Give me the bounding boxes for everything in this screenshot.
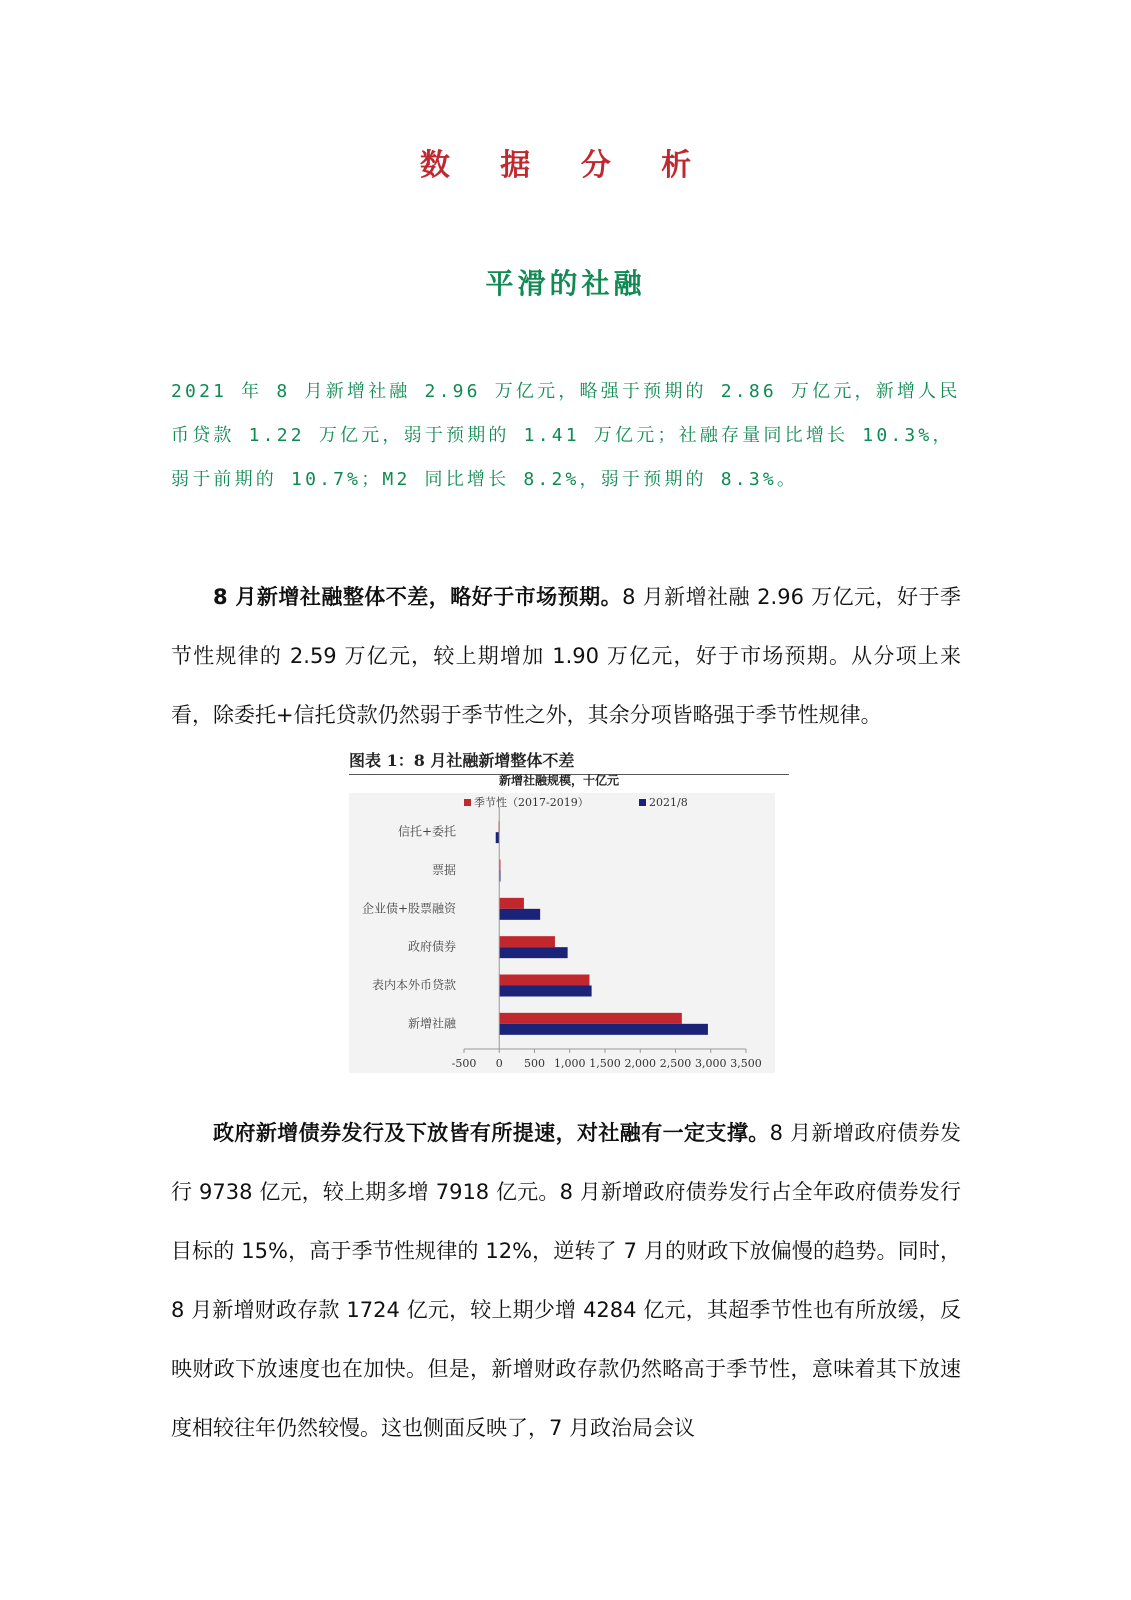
bar-2021-08 [496,832,500,843]
chart-title: 新增社融规模，十亿元 [498,773,620,788]
x-tick-label: 2,500 [659,1057,692,1070]
x-tick-label: 2,000 [624,1057,656,1070]
paragraph-2-lead: 政府新增债券发行及下放皆有所提速，对社融有一定支撑。 [213,1121,770,1145]
figure-caption: 图表 1：8 月社融新增整体不差 [349,748,789,775]
paragraph-1-body: 8 月新增社融 2.96 万亿元，好于季节性规律的 2.59 万亿元，较上期增加 1.90 万亿元，好于市场预期。从分项上来看，除委托+信托贷款仍然弱于季节性之外，其余分项皆略强于季节性规律。 [171,585,961,727]
category-label: 表内本外币贷款 [371,978,456,992]
bar-seasonal [499,1013,682,1024]
x-tick-label: 500 [524,1057,545,1070]
x-tick-label: -500 [451,1057,477,1070]
bar-chart [349,773,799,1113]
x-tick-label: 1,500 [589,1057,621,1070]
paragraph-1-lead: 8 月新增社融整体不差，略好于市场预期。 [213,585,623,609]
legend-swatch-1 [464,799,471,806]
category-label: 政府债券 [407,939,456,954]
x-tick-label: 3,500 [730,1057,762,1070]
category-label: 票据 [431,863,456,877]
category-label: 信托+委托 [397,824,456,839]
summary-paragraph: 2021 年 8 月新增社融 2.96 万亿元，略强于预期的 2.86 万亿元，新增人民币贷款 1.22 万亿元，弱于预期的 1.41 万亿元；社融存量同比增长 10.3%，弱于前期的 10.7%；M2 同比增长 8.2%，弱于预期的 8.3%。 [171,381,961,490]
category-label: 新增社融 [407,1016,456,1031]
body-paragraph-2 [171,1104,961,1458]
page-title: 数 据 分 析 [419,148,712,183]
bar-2021-08 [499,909,540,920]
x-tick-label: 3,000 [695,1057,727,1070]
bar-2021-08 [499,1024,708,1035]
body-paragraph-1 [171,568,961,745]
bar-2021-08 [499,986,591,997]
section-title: 平滑的社融 [485,267,646,300]
paragraph-2-body: 8 月新增政府债券发行 9738 亿元，较上期多增 7918 亿元。8 月新增政府债券发行占全年政府债券发行目标的 15%，高于季节性规律的 12%，逆转了 7 月的财政下放偏慢的趋势。同时，8 月新增财政存款 1724 亿元，较上期少增 4284 亿元，其超季节性也有所放缓，反映财政下放速度也在加快。但是，新增财政存款仍然略高于季节性，意味着其下放速度相较往年仍然较慢。这也侧面反映了，7 月政治局会议 [171,1121,961,1440]
chart-container [349,773,799,1113]
bar-seasonal [499,936,555,947]
bar-seasonal [499,975,589,986]
legend-label-1: 季节性（2017-2019） [474,796,589,809]
x-tick-label: 1,000 [554,1057,586,1070]
category-label: 企业债+股票融资 [361,901,456,916]
bar-2021-08 [499,947,567,958]
bar-seasonal [499,898,524,909]
x-tick-label: 0 [495,1057,503,1070]
legend-label-2: 2021/8 [649,796,688,809]
legend-swatch-2 [639,799,646,806]
